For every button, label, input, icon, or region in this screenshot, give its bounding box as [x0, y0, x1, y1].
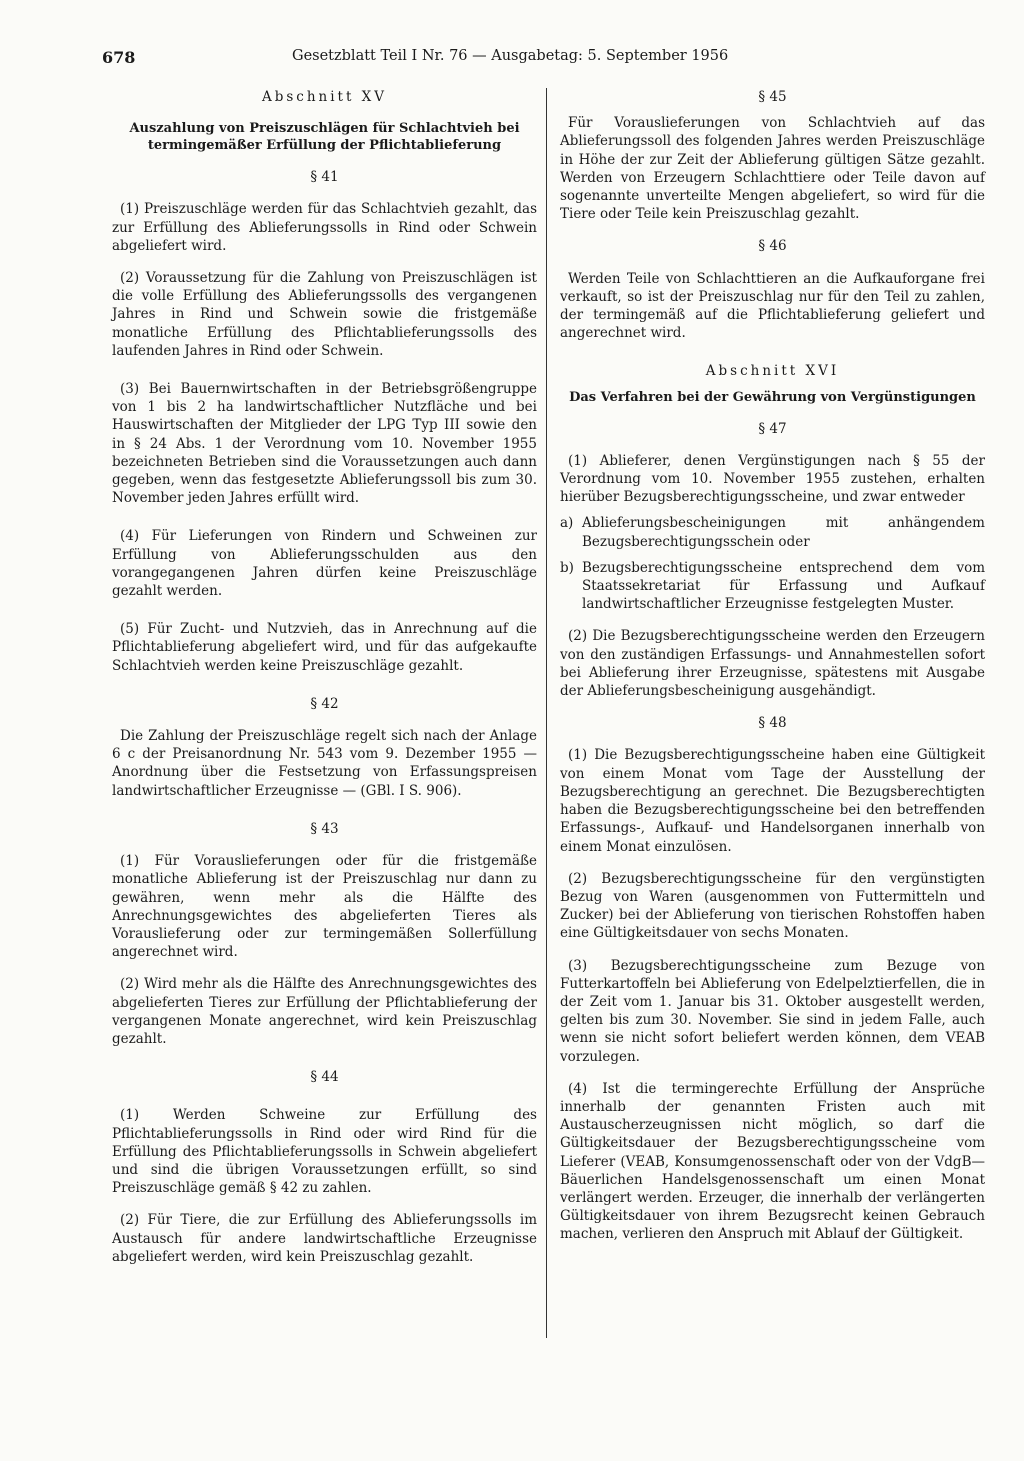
list-label-a: a) — [560, 515, 574, 532]
s41-para-2: (2) Voraussetzung für die Zahlung von Preiszuschlägen ist die volle Erfüllung des Ablieferungssolls des vergangenen Jahres in Rind und Schwein sowie die fristgemäße monatliche Erfüllung des Pflichtablieferungssolls des laufenden Jahres in Rind oder Schwein. — [112, 270, 537, 359]
paragraph-number-41: § 41 — [310, 169, 339, 186]
s44-para-1: (1) Werden Schweine zur Erfüllung des Pflichtablieferungssolls in Rind oder wird Rind für die Erfüllung des Pflichtablieferungssolls in Schwein abgeliefert und sind die übrigen Voraussetzungen erfüllt, so sind Preiszuschläge gemäß § 42 zu zahlen. — [112, 1107, 537, 1197]
section-heading-xvi: Das Verfahren bei der Gewährung von Vergünstigungen — [569, 389, 976, 405]
paragraph-number-44: § 44 — [310, 1069, 339, 1086]
paragraph-number-45: § 45 — [758, 89, 787, 105]
s48-para-1: (1) Die Bezugsberechtigungsscheine haben eine Gültigkeit von einem Monat vom Tage der Ausstellung der Bezugsberechtigung an gerechnet. Die Bezugsberechtigten haben die Bezugsberechtigungsscheine bei den betreffenden Erfassungs-, Aufkauf- und Handelsorganen innerhalb von einem Monat einzulösen. — [560, 747, 985, 855]
paragraph-number-42: § 42 — [310, 695, 339, 712]
s48-para-4: (4) Ist die termingerechte Erfüllung der Ansprüche innerhalb der genannten Fristen auch mit Austauscherzeugnissen nicht möglich, so darf die Gültigkeitsdauer der Bezugsberechtigungsscheine vom Lieferer (VEAB, Konsumgenossenschaft oder von der VdgB— Bäuerlichen Handelsgenossenschaft um einen Monat verlängert werden. Erzeuger, die innerhalb der verlängerten Gültigkeitsdauer von ihrem Bezugsrecht keinen Gebrauch machen, verlieren den Anspruch mit Ablauf der Gültigkeit. — [560, 1080, 985, 1243]
section-title-xvi: Abschnitt XVI — [705, 363, 840, 380]
column-divider — [546, 88, 547, 1338]
list-label-b: b) — [560, 559, 574, 576]
paragraph-number-43: § 43 — [310, 820, 339, 837]
s46-para-1: Werden Teile von Schlachttieren an die Aufkauforgane frei verkauft, so ist der Preiszuschlag nur für den Teil zu zahlen, der termingemäß auf die Pflichtablieferung geliefert und angerechnet wird. — [560, 270, 985, 342]
s42-para-1: Die Zahlung der Preiszuschläge regelt sich nach der Anlage 6 c der Preisanordnung Nr. 543 vom 9. Dezember 1955 — Anordnung über die Festsetzung von Erfassungspreisen landwirtschaftlicher Erzeugnisse — (GBl. I S. 906). — [112, 728, 537, 799]
s41-para-4: (4) Für Lieferungen von Rindern und Schweinen zur Erfüllung von Ablieferungsschulden aus den vorangegangenen Jahren dürfen keine Preiszuschläge gezahlt werden. — [112, 528, 537, 600]
s44-para-2: (2) Für Tiere, die zur Erfüllung des Ablieferungssolls im Austausch für andere landwirtschaftliche Erzeugnisse abgeliefert werden, wird kein Preiszuschlag gezahlt. — [112, 1212, 537, 1265]
s47-list-item-a — [560, 514, 985, 550]
section-heading-xv: Auszahlung von Preiszuschlägen für Schlachtvieh bei termingemäßer Erfüllung der Pflichtablieferung — [129, 121, 520, 154]
s48-para-3: (3) Bezugsberechtigungsscheine zum Bezuge von Futterkartoffeln bei Ablieferung von Edelpelztierfellen, die in der Zeit vom 1. Januar bis 31. Oktober ausgestellt werden, gelten bis zum 30. November. Sie sind in jedem Falle, auch wenn sie nicht sofort beliefert werden können, dem VEAB vorzulegen. — [560, 957, 985, 1065]
list-text-b: Bezugsberechtigungsscheine entsprechend dem vom Staatssekretariat für Erfassung und Aufkauf landwirtschaftlicher Erzeugnisse festgelegten Muster. — [582, 559, 985, 613]
s43-para-2: (2) Wird mehr als die Hälfte des Anrechnungsgewichtes des abgelieferten Tieres zur Erfüllung der Pflichtablieferung der vergangenen Monate angerechnet, wird kein Preiszuschlag gezahlt. — [112, 976, 537, 1047]
s41-para-5: (5) Für Zucht- und Nutzvieh, das in Anrechnung auf die Pflichtablieferung abgeliefert wird, und für das aufgekaufte Schlachtvieh werden keine Preiszuschläge gezahlt. — [112, 621, 537, 674]
s47-list-item-b — [560, 559, 985, 614]
paragraph-number-48: § 48 — [758, 715, 787, 732]
gazette-title: Gesetzblatt Teil I Nr. 76 — Ausgabetag: 5. September 1956 — [292, 48, 729, 64]
page-header — [102, 48, 982, 72]
list-text-a: Ablieferungsbescheinigungen mit anhängendem Bezugsberechtigungsschein oder — [582, 515, 985, 550]
s43-para-1: (1) Für Vorauslieferungen oder für die fristgemäße monatliche Ablieferung ist der Preiszuschlag nur dann zu gewähren, wenn mehr als die Hälfte des Anrechnungsgewichtes des abgelieferten Tieres als Vorauslieferung oder zur termingemäßen Sollerfüllung angerechnet wird. — [112, 853, 537, 961]
s48-para-2: (2) Bezugsberechtigungsscheine für den vergünstigten Bezug von Waren (ausgenommen von Futtermitteln und Zucker) bei der Ablieferung von tierischen Rohstoffen haben eine Gültigkeitsdauer von sechs Monaten. — [560, 870, 985, 942]
s41-para-1: (1) Preiszuschläge werden für das Schlachtvieh gezahlt, das zur Erfüllung des Ablieferungssolls in Rind oder Schwein abgeliefert wird. — [112, 201, 537, 254]
s47-para-2: (2) Die Bezugsberechtigungsscheine werden den Erzeugern von den zuständigen Erfassungs- und Annahmestellen sofort bei Ablieferung ihrer Erzeugnisse, spätestens mit Ausgabe der Ablieferungsbescheinigung ausgehändigt. — [560, 628, 985, 700]
section-title-xv: Abschnitt XV — [261, 89, 388, 105]
paragraph-number-46: § 46 — [758, 238, 787, 255]
s45-para-1: Für Vorauslieferungen von Schlachtvieh auf das Ablieferungssoll des folgenden Jahres werden Preiszuschläge in Höhe der zur Zeit der Ablieferung gültigen Sätze gezahlt. Werden von Erzeugern Schlachttiere oder Teile davon auf sogenannte unverteilte Mengen abgeliefert, so wird für die Tiere oder Teile kein Preiszuschlag gezahlt. — [560, 115, 985, 223]
right-column — [560, 88, 985, 1244]
left-column — [112, 88, 537, 1266]
page-number: 678 — [102, 48, 136, 67]
s47-para-1: (1) Ablieferer, denen Vergünstigungen nach § 55 der Verordnung vom 10. November 1955 zustehen, erhalten hierüber Bezugsberechtigungsscheine, und zwar entweder — [560, 452, 985, 506]
s41-para-3: (3) Bei Bauernwirtschaften in der Betriebsgrößengruppe von 1 bis 2 ha landwirtschaftlicher Nutzfläche und bei Hauswirtschaften der Mitglieder der LPG Typ III sowie den in § 24 Abs. 1 der Verordnung vom 10. November 1955 bezeichneten Betrieben sind die Voraussetzungen auch dann gegeben, wenn das festgesetzte Ablieferungssoll bis zum 30. November jeden Jahres erfüllt wird. — [112, 381, 537, 507]
paragraph-number-47: § 47 — [758, 420, 787, 437]
